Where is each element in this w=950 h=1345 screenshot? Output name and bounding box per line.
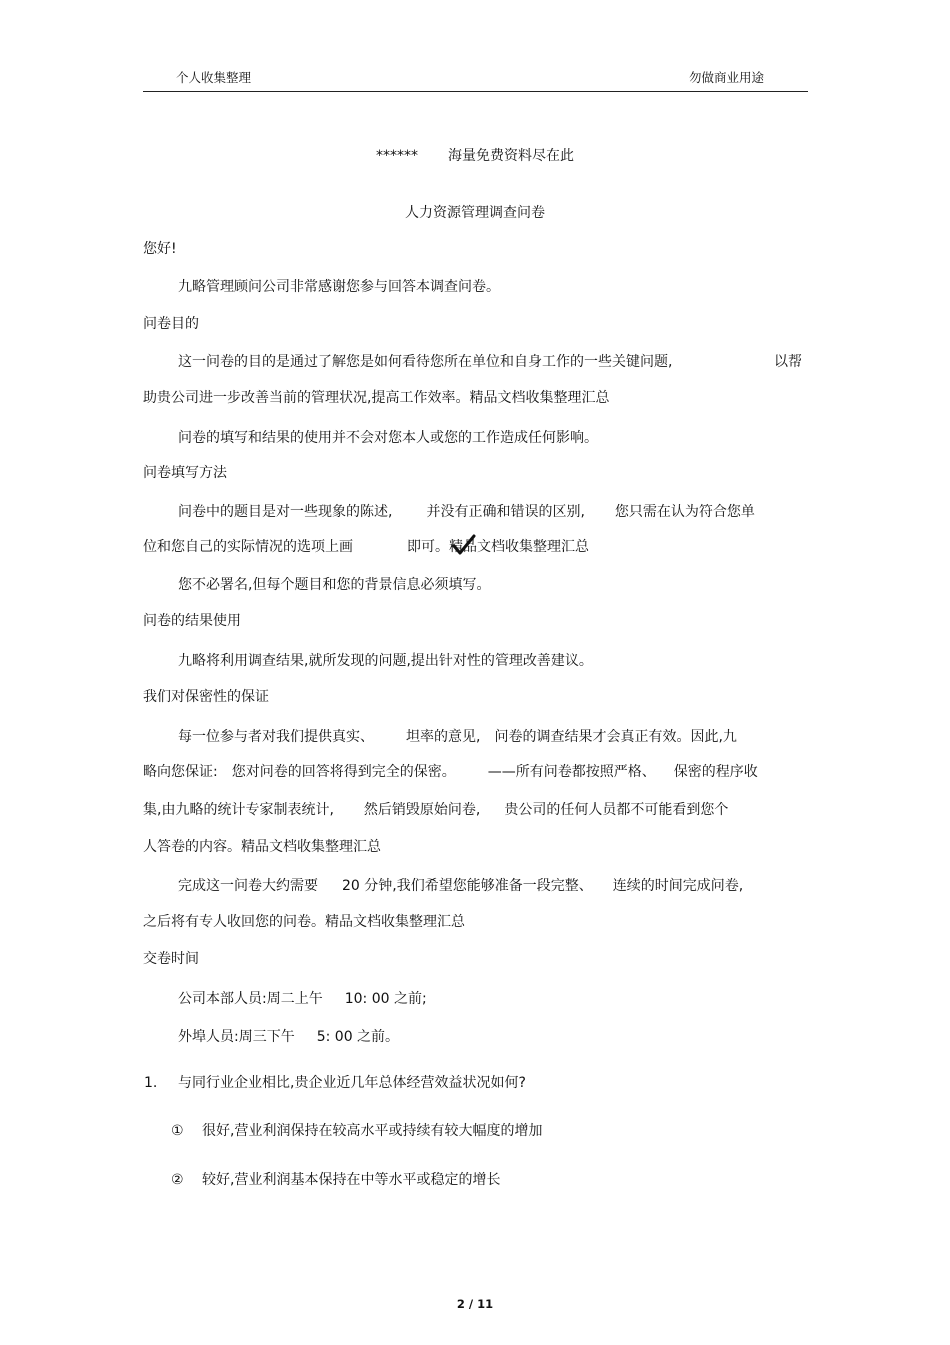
- confidentiality-line-1-part-a: 每一位参与者对我们提供真实、: [178, 729, 374, 745]
- thanks-paragraph: 九略管理顾问公司非常感谢您参与回答本调查问卷。: [178, 279, 500, 295]
- method-line-1: [178, 502, 755, 522]
- page-header: [143, 68, 808, 90]
- method-line-2: [143, 537, 589, 557]
- purpose-heading: 问卷目的: [143, 316, 199, 332]
- banner-stars: ******: [376, 148, 418, 164]
- confidentiality-line-2: [143, 762, 758, 782]
- method-line-1-part-c: 您只需在认为符合您单: [614, 504, 755, 520]
- confidentiality-line-3-part-b: 然后销毁原始问卷,: [363, 802, 481, 818]
- confidentiality-heading: 我们对保密性的保证: [143, 689, 269, 705]
- method-line-2-part-b: 即可。精品文档收集整理汇总: [407, 539, 589, 555]
- header-divider: [143, 91, 808, 92]
- use-heading: 问卷的结果使用: [143, 613, 241, 629]
- time-line-1-part-b: 20 分钟,我们希望您能够准备一段完整、: [342, 878, 593, 894]
- header-left-text: 个人收集整理: [176, 70, 252, 85]
- purpose-line-2: 助贵公司进一步改善当前的管理状况,提高工作效率。精品文档收集整理汇总: [143, 390, 610, 406]
- confidentiality-line-1: [178, 727, 737, 747]
- time-line-1-part-c: 连续的时间完成问卷,: [612, 878, 744, 894]
- confidentiality-line-2-part-a: 略向您保证:: [143, 764, 218, 780]
- deadline-line-2: [178, 1027, 399, 1047]
- confidentiality-line-2-part-b: 您对问卷的回答将得到完全的保密。: [231, 764, 456, 780]
- confidentiality-line-1-part-b: 坦率的意见,: [406, 729, 481, 745]
- header-right-text: 勿做商业用途: [688, 70, 764, 85]
- confidentiality-line-4: 人答卷的内容。精品文档收集整理汇总: [143, 839, 381, 855]
- time-line-1-part-a: 完成这一问卷大约需要: [178, 878, 318, 894]
- option-2-marker: ②: [171, 1172, 184, 1188]
- question-1-number: 1.: [144, 1075, 158, 1091]
- confidentiality-line-1-part-c: 问卷的调查结果才会真正有效。因此,九: [494, 729, 737, 745]
- confidentiality-line-2-part-d: 保密的程序收: [673, 764, 758, 780]
- purpose-line-1: [178, 352, 672, 372]
- deadline-line-2-part-b: 5: 00 之前。: [316, 1029, 400, 1045]
- banner-line: [0, 146, 950, 166]
- document-title: 人力资源管理调查问卷: [405, 205, 545, 221]
- purpose-line-1-text: 这一问卷的目的是通过了解您是如何看待您所在单位和自身工作的一些关键问题,: [178, 354, 673, 370]
- method-heading: 问卷填写方法: [143, 465, 227, 481]
- time-line-2: 之后将有专人收回您的问卷。精品文档收集整理汇总: [143, 914, 465, 930]
- confidentiality-line-3-part-c: 贵公司的任何人员都不可能看到您个: [504, 802, 729, 818]
- confidentiality-line-3-part-a: 集,由九略的统计专家制表统计,: [143, 802, 334, 818]
- method-line-3: 您不必署名,但每个题目和您的背景信息必须填写。: [178, 577, 491, 593]
- method-line-1-part-a: 问卷中的题目是对一些现象的陈述,: [178, 504, 393, 520]
- question-1-text: 与同行业企业相比,贵企业近几年总体经营效益状况如何?: [178, 1075, 526, 1091]
- option-2-text: 较好,营业利润基本保持在中等水平或稳定的增长: [202, 1172, 501, 1188]
- use-line-1: 九略将利用调查结果,就所发现的问题,提出针对性的管理改善建议。: [178, 653, 593, 669]
- deadline-line-1: [178, 989, 427, 1009]
- deadline-line-2-part-a: 外埠人员:周三下午: [178, 1029, 295, 1045]
- method-line-2-part-a: 位和您自己的实际情况的选项上画: [143, 539, 353, 555]
- deadline-line-1-part-b: 10: 00 之前;: [344, 991, 427, 1007]
- option-1-marker: ①: [171, 1123, 184, 1139]
- deadline-heading: 交卷时间: [143, 951, 199, 967]
- page-number: 2 / 11: [456, 1297, 494, 1311]
- time-line-1: [178, 876, 743, 896]
- greeting: 您好!: [143, 241, 177, 257]
- option-1-text: 很好,营业利润保持在较高水平或持续有较大幅度的增加: [202, 1123, 543, 1139]
- confidentiality-line-3: [143, 800, 728, 820]
- deadline-line-1-part-a: 公司本部人员:周二上午: [178, 991, 323, 1007]
- banner-text: 海量免费资料尽在此: [448, 148, 574, 164]
- method-line-1-part-b: 并没有正确和错误的区别,: [426, 504, 585, 520]
- checkmark-icon: [452, 534, 476, 556]
- confidentiality-line-2-part-c: ——所有问卷都按照严格、: [487, 764, 656, 780]
- purpose-line-3: 问卷的填写和结果的使用并不会对您本人或您的工作造成任何影响。: [178, 430, 598, 446]
- purpose-line-1-tail: 以帮: [774, 354, 802, 370]
